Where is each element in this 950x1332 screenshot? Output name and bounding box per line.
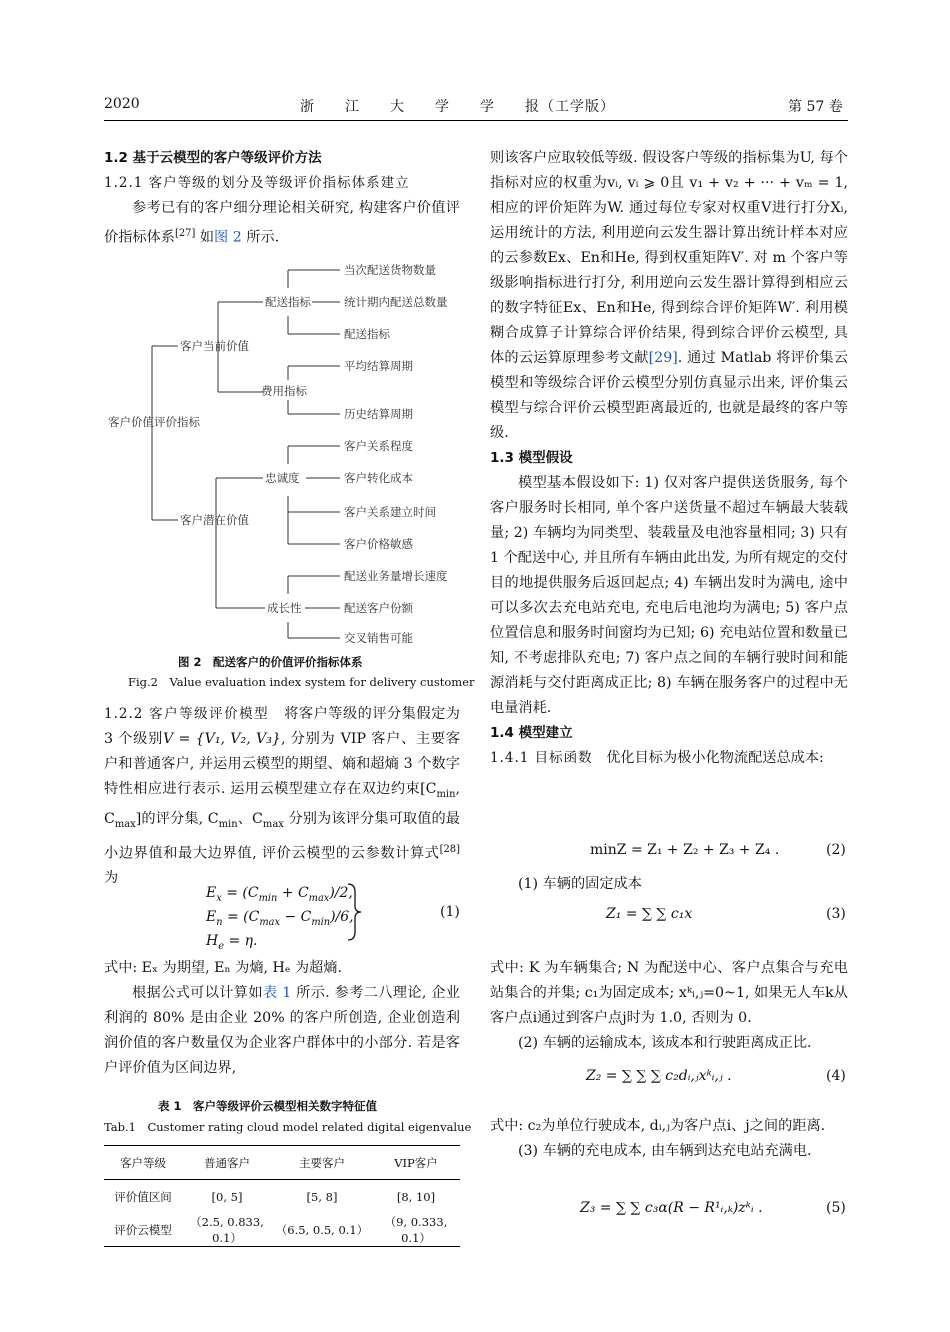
tree-current-value: 客户当前价值 xyxy=(180,339,249,353)
equation-4: Z₂ = ∑ ∑ ∑ c₂dᵢ,ⱼxᵏᵢ,ⱼ . xyxy=(586,1068,732,1084)
table-header-cell: VIP客户 xyxy=(394,1155,438,1170)
tree-delivery-index: 配送指标 xyxy=(265,295,311,309)
table-cell: 评价云模型 xyxy=(114,1222,172,1237)
table-header-row xyxy=(104,1146,460,1180)
paragraph-objective: 1.4.1 目标函数 优化目标为极小化物流配送总成本: xyxy=(490,750,824,766)
equation-5-number: (5) xyxy=(826,1200,846,1216)
equation-1-line-1: $E_x = (C_{min} + C_{max})/2$, xyxy=(206,885,353,904)
item-transport-cost: (2) 车辆的运输成本, 该成本和行驶距离成正比. xyxy=(518,1035,812,1051)
table-cell: （9, 0.333, 0.1） xyxy=(384,1214,448,1245)
figure-2-caption-zh: 图 2 配送客户的价值评价指标体系 xyxy=(178,655,363,669)
table-cell: （2.5, 0.833, 0.1） xyxy=(190,1214,264,1245)
header-volume: 第 57 卷 xyxy=(788,99,843,115)
section-1-3-heading: 1.3 模型假设 xyxy=(490,450,573,466)
table-1-caption-en: Tab.1 Customer rating cloud model related digital eigenvalue xyxy=(104,1120,472,1134)
equation-1-line-3: $H_e = \eta$. xyxy=(206,932,258,952)
table-cell: [0, 5] xyxy=(211,1189,243,1204)
tree-leaf-4: 平均结算周期 xyxy=(344,359,413,373)
equation-3-number: (3) xyxy=(826,906,846,922)
item-fixed-cost: (1) 车辆的固定成本 xyxy=(518,876,642,892)
header-journal: 浙 江 大 学 学 报（工学版） xyxy=(300,99,615,115)
tree-leaf-9: 客户价格敏感 xyxy=(344,537,413,551)
table-row xyxy=(104,1213,460,1247)
equation-4-number: (4) xyxy=(826,1068,846,1084)
equation-3: Z₁ = ∑ ∑ c₁x xyxy=(606,906,693,922)
figure-2-caption-en: Fig.2 Value evaluation index system for delivery customer xyxy=(128,675,475,689)
table-cell: （6.5, 0.5, 0.1） xyxy=(275,1222,369,1237)
tree-loyalty: 忠诚度 xyxy=(265,471,300,485)
item-charging-cost: (3) 车辆的充电成本, 由车辆到达充电站充满电. xyxy=(518,1143,812,1159)
table-cell: 评价值区间 xyxy=(114,1189,172,1204)
tree-leaf-6: 客户关系程度 xyxy=(344,439,413,453)
tree-growth: 成长性 xyxy=(267,601,302,615)
paragraph-eq4-explanation: 式中: c₂为单位行驶成本, dᵢ,ⱼ为客户点i、j之间的距离. xyxy=(490,1118,826,1134)
equation-2-number: (2) xyxy=(826,842,846,858)
table-cell: [5, 8] xyxy=(306,1189,338,1204)
figure-2-link[interactable]: 图 2 xyxy=(214,229,242,246)
table-header-cell: 主要客户 xyxy=(299,1155,345,1170)
tree-root: 客户价值评价指标 xyxy=(108,415,200,429)
tree-leaf-10: 配送业务量增长速度 xyxy=(344,569,448,583)
tree-leaf-1: 当次配送货物数量 xyxy=(344,263,436,277)
paragraph-assumptions: 模型基本假设如下: 1) 仅对客户提供送货服务, 每个客户服务时长相同, 单个客户送货量不超过车辆最大装载量; 2) 车辆均为同类型、装载量及电池容量相同; 3) 只有 1 个配送中心, 并且所有车辆由此出发, 为所有规定的交付目的地提供服务后返回起点; 4) 车辆出发时为满电, 途中可以多次去充电站充电, 充电后电池均为满电; 5) 客户点位置信息和服务时间窗均为已知; 6) 充电站位置和数量已知, 不考虑排队充电; 7) 客户点之间的车辆行驶时间和能源消耗与交付距离成正比; 8) 车辆在服务客户的过程中无电量消耗. xyxy=(490,475,848,716)
tree-cost-index: 费用指标 xyxy=(261,384,307,398)
tree-leaf-3: 配送指标 xyxy=(344,327,390,341)
left-column-top xyxy=(104,146,460,251)
figure-2-tree xyxy=(100,258,470,650)
citation-27[interactable]: [27] xyxy=(174,228,196,239)
section-1-4-heading: 1.4 模型建立 xyxy=(490,725,573,741)
table-1 xyxy=(104,1146,460,1247)
table-header-cell: 客户等级 xyxy=(120,1155,166,1170)
left-column-bottom xyxy=(104,956,460,1081)
equation-1-number: (1) xyxy=(440,904,460,920)
citation-28[interactable]: [28] xyxy=(439,843,460,855)
equation-1-line-2: $E_n = (C_{max} - C_{min})/6$, xyxy=(206,908,354,928)
tree-leaf-8: 客户关系建立时间 xyxy=(344,505,436,519)
right-column-bottom xyxy=(490,1114,848,1164)
header-rule xyxy=(104,120,848,121)
right-column-mid xyxy=(490,956,848,1056)
tree-leaf-2: 统计期内配送总数量 xyxy=(344,295,448,309)
paragraph-eq3-explanation: 式中: K 为车辆集合; N 为配送中心、客户点集合与充电站集合的并集; c₁为固定成本; xᵏᵢ,ⱼ=0~1, 如果无人车k从客户点i通过到客户点j时为 1.0, 否则为 0. xyxy=(490,960,848,1026)
table-1-link[interactable]: 表 1 xyxy=(262,985,292,1001)
equation-5: Z₃ = ∑ ∑ c₃α(R − R¹ᵢ,ₖ)zᵏᵢ . xyxy=(580,1200,763,1216)
paragraph-rating-model: 1.2.2 客户等级评价模型 将客户等级的评分集假定为 3 个级别V = {V₁, V₂, V₃}, 分别为 VIP 客户、主要客户和普通客户, 并运用云模型的期望、熵和超熵 3 个数字特性相应进行表示. 运用云模型建立存在双边约束[$C_{min}$, $C_{max}$]的评分集, $C_{min}$、$C_{max}$ 分别为该评分集可取值的最小边界值和最大边界值, 评价云模型的云参数计算式[28] 为 xyxy=(104,706,461,887)
right-column-top xyxy=(490,146,848,771)
section-1-2-2-heading: 1.2.2 客户等级评价模型 xyxy=(104,706,270,722)
paragraph-pareto: 根据公式可以计算如表 1 所示. 参考二八理论, 企业利润的 80% 是由企业 20% 的客户所创造, 企业创造利润价值的客户数量仅为企业客户群体中的小部分. 若是客户评价值为区间边界, xyxy=(104,985,460,1076)
citation-29[interactable]: [29] xyxy=(648,350,678,366)
tree-potential-value: 客户潜在价值 xyxy=(180,513,249,527)
paragraph-eq1-explanation: 式中: Eₓ 为期望, Eₙ 为熵, Hₑ 为超熵. xyxy=(104,960,342,976)
left-column-mid xyxy=(104,702,460,891)
tree-leaf-12: 交叉销售可能 xyxy=(344,631,413,645)
section-1-2-heading: 1.2 基于云模型的客户等级评价方法 xyxy=(104,150,322,166)
table-cell: [8, 10] xyxy=(396,1189,436,1204)
tree-leaf-5: 历史结算周期 xyxy=(344,407,413,421)
equation-1 xyxy=(206,884,354,955)
table-1-caption-zh: 表 1 客户等级评价云模型相关数字特征值 xyxy=(158,1099,378,1113)
equation-2: minZ = Z₁ + Z₂ + Z₃ + Z₄ . xyxy=(590,842,780,858)
header-year: 2020 xyxy=(104,96,140,112)
table-row xyxy=(104,1180,460,1214)
table-header-cell: 普通客户 xyxy=(204,1155,250,1170)
equation-1-brace xyxy=(346,882,364,942)
tree-leaf-11: 配送客户份额 xyxy=(344,601,413,615)
right-item-1 xyxy=(490,872,848,897)
section-1-4-1-heading: 1.4.1 目标函数 xyxy=(490,750,593,766)
paragraph-weights: 则该客户应取较低等级. 假设客户等级的指标集为U, 每个指标对应的权重为vᵢ, vᵢ ⩾ 0且 v₁ + v₂ + ··· + vₘ = 1, 相应的评价矩阵为W. 通过每位专家对权重V进行打分Xᵢ, 运用统计的方法, 利用逆向云发生器计算出统计样本对应的云参数Ex、En和He, 得到权重矩阵V′. 对 m 个客户等级影响指标进行打分, 利用逆向云发生器计算得到相应云的数字特征Ex、En和He, 得到综合评价矩阵W′. 利用模糊合成算子计算综合评价结果, 得到综合评价云模型, 具体的云运算原理参考文献[29]. 通过 Matlab 将评价集云模型和等级综合评价云模型分别仿真显示出来, 评价集云模型与综合评价云模型距离最近的, 也就是最终的客户等级. xyxy=(490,150,848,441)
paragraph-index-system: 参考已有的客户细分理论相关研究, 构建客户价值评价指标体系[27] 如图 2 所示. xyxy=(104,200,460,246)
section-1-2-1-heading: 1.2.1 客户等级的划分及等级评价指标体系建立 xyxy=(104,175,410,191)
tree-leaf-7: 客户转化成本 xyxy=(344,471,413,485)
